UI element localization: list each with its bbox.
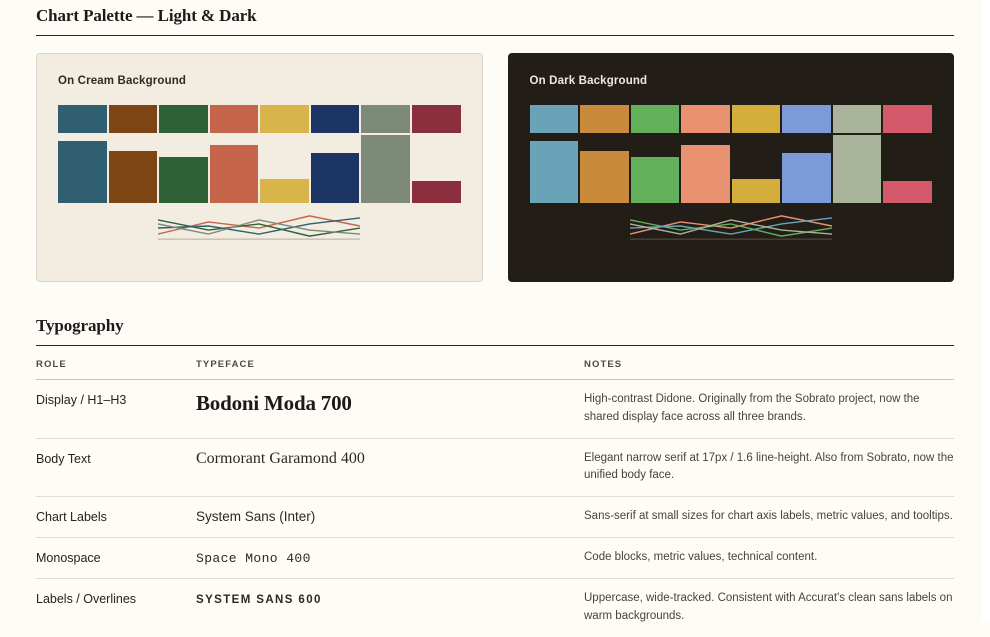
palette-section-title: Chart Palette — Light & Dark xyxy=(36,6,257,25)
color-swatch-dark-8 xyxy=(883,105,932,133)
chart-bar-light-8 xyxy=(412,181,461,203)
chart-bar-dark-7 xyxy=(833,135,882,203)
column-header-notes: NOTES xyxy=(584,346,954,380)
typography-role: Labels / Overlines xyxy=(36,592,137,607)
palette-card-light-label: On Cream Background xyxy=(58,75,187,87)
typography-table-body xyxy=(36,380,954,637)
sparkline-light xyxy=(58,211,461,241)
color-swatch-dark-2 xyxy=(580,105,629,133)
typography-specimen: Bodoni Moda 700 xyxy=(196,391,352,415)
palette-card-row xyxy=(36,53,954,282)
color-swatch-light-6 xyxy=(311,105,360,133)
typography-specimen: Cormorant Garamond 400 xyxy=(196,449,365,467)
typography-notes: Sans-serif at small sizes for chart axis labels, metric values, and tooltips. xyxy=(584,510,953,523)
typography-role: Body Text xyxy=(36,451,91,466)
color-swatch-dark-6 xyxy=(782,105,831,133)
chart-bar-light-5 xyxy=(260,179,309,203)
typography-specimen: Space Mono 400 xyxy=(196,551,311,567)
sparkline-svg-light xyxy=(158,211,360,241)
typography-notes: Code blocks, metric values, technical content. xyxy=(584,551,818,564)
color-swatch-light-4 xyxy=(210,105,259,133)
chart-bar-dark-8 xyxy=(883,181,932,203)
typography-role: Monospace xyxy=(36,551,101,566)
typography-notes: Uppercase, wide-tracked. Consistent with Accurat's clean sans labels on warm backgrounds. xyxy=(584,592,953,623)
chart-bar-light-6 xyxy=(311,153,360,203)
color-swatch-dark-1 xyxy=(530,105,579,133)
typography-specimen: System Sans (Inter) xyxy=(196,509,316,525)
chart-bar-dark-6 xyxy=(782,153,831,203)
color-swatch-light-8 xyxy=(412,105,461,133)
color-swatch-dark-4 xyxy=(681,105,730,133)
color-swatch-dark-7 xyxy=(833,105,882,133)
color-swatch-light-5 xyxy=(260,105,309,133)
typography-table xyxy=(36,346,954,637)
chart-bar-dark-4 xyxy=(681,145,730,203)
table-row xyxy=(36,380,954,439)
table-row xyxy=(36,438,954,497)
chart-bar-light-2 xyxy=(109,151,158,203)
typography-role: Display / H1–H3 xyxy=(36,393,127,407)
color-swatch-dark-3 xyxy=(631,105,680,133)
sparkline-svg-dark xyxy=(630,211,832,241)
chart-bar-light-7 xyxy=(361,135,410,203)
column-header-role: ROLE xyxy=(36,346,196,380)
typography-section-title: Typography xyxy=(36,316,124,335)
chart-bar-light-4 xyxy=(210,145,259,203)
color-swatch-light-1 xyxy=(58,105,107,133)
table-header-row xyxy=(36,346,954,380)
palette-card-dark-label: On Dark Background xyxy=(529,75,648,87)
palette-card-dark xyxy=(508,53,955,282)
sparkline-dark xyxy=(530,211,933,241)
table-row xyxy=(36,579,954,637)
typography-role: Chart Labels xyxy=(36,510,107,525)
color-swatch-light-3 xyxy=(159,105,208,133)
chart-bar-light-3 xyxy=(159,157,208,203)
page-edge-strip xyxy=(982,0,990,621)
chart-bar-dark-3 xyxy=(631,157,680,203)
column-header-typeface: TYPEFACE xyxy=(196,346,584,380)
typography-notes: High-contrast Didone. Originally from the Sobrato project, now the shared display face across all three brands. xyxy=(584,393,920,423)
chart-bar-dark-2 xyxy=(580,151,629,203)
typography-specimen: SYSTEM SANS 600 xyxy=(196,594,322,607)
color-swatch-light-2 xyxy=(109,105,158,133)
palette-section xyxy=(36,0,954,282)
table-row xyxy=(36,497,954,538)
chart-bar-dark-1 xyxy=(530,141,579,203)
typography-section xyxy=(36,310,954,637)
bar-chart-dark xyxy=(530,141,933,203)
typography-notes: Elegant narrow serif at 17px / 1.6 line-height. Also from Sobrato, now the unified body face. xyxy=(584,451,954,482)
palette-section-divider xyxy=(36,35,954,36)
swatch-strip-dark xyxy=(530,105,933,133)
chart-bar-light-1 xyxy=(58,141,107,203)
palette-card-light xyxy=(36,53,483,282)
swatch-strip-light xyxy=(58,105,461,133)
chart-bar-dark-5 xyxy=(732,179,781,203)
color-swatch-light-7 xyxy=(361,105,410,133)
table-row xyxy=(36,538,954,579)
color-swatch-dark-5 xyxy=(732,105,781,133)
bar-chart-light xyxy=(58,141,461,203)
